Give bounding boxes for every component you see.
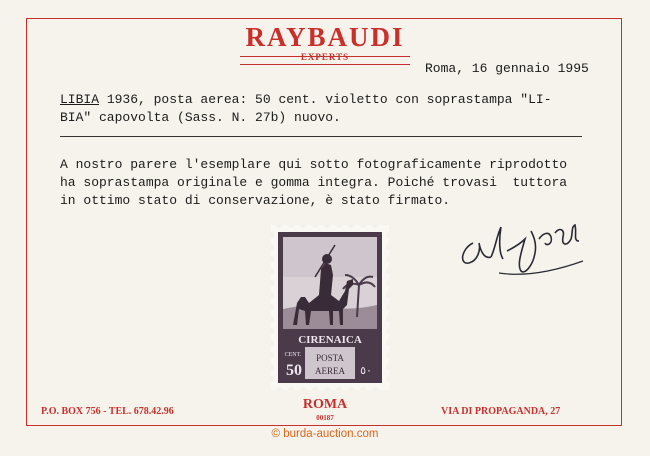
watermark: © burda-auction.com <box>271 428 379 440</box>
stamp-airmail-1: POSTA <box>316 353 344 363</box>
brand-rule-bottom <box>240 64 410 65</box>
stamp-value: 50 <box>286 362 302 379</box>
stamp-arabic-value: ٥٠ <box>360 364 372 377</box>
stamp-cent-label: CENT. <box>284 352 302 358</box>
footer-city: ROMA <box>302 397 348 412</box>
subject-description-1: 1936, posta aerea: 50 cent. violetto con soprastampa "LI- <box>99 92 552 107</box>
section-divider <box>60 136 582 137</box>
opinion-line-3: in ottimo stato di conservazione, è stato firmato. <box>60 193 451 208</box>
stamp-image <box>271 225 389 390</box>
footer-po-box: P.O. BOX 756 - TEL. 678.42.96 <box>41 406 174 417</box>
opinion-line-2: ha soprastampa originale e gomma integra. Poiché trovasi tuttora <box>60 175 568 190</box>
opinion-line-1: A nostro parere l'esemplare qui sotto fotograficamente riprodotto <box>60 157 568 172</box>
footer-zip: 00187 <box>316 414 334 422</box>
stamp-country: CIRENAICA <box>298 334 362 346</box>
brand-subtitle: EXPERTS <box>300 52 350 62</box>
subject-country: LIBIA <box>60 92 100 107</box>
footer-address: VIA DI PROPAGANDA, 27 <box>441 406 561 417</box>
subject-description-2: BIA" capovolta (Sass. N. 27b) nuovo. <box>60 110 341 125</box>
stamp-airmail-2: AEREA <box>315 366 345 376</box>
expert-signature <box>455 213 595 283</box>
certificate-date: Roma, 16 gennaio 1995 <box>425 61 589 76</box>
brand-name: RAYBAUDI <box>245 22 405 52</box>
stamp-photo <box>271 225 389 390</box>
subject-line-1 <box>60 92 552 107</box>
